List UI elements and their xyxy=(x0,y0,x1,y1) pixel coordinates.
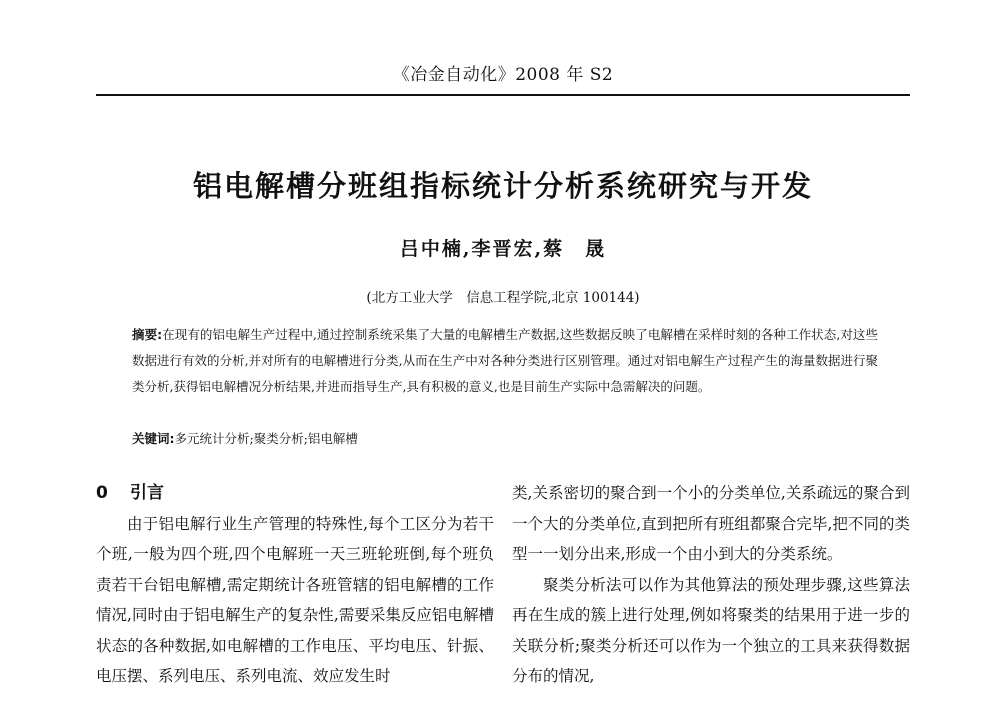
header-rule xyxy=(96,94,910,96)
paper-authors: 吕中楠,李晋宏,蔡 晟 xyxy=(399,238,607,260)
right-column xyxy=(512,478,910,692)
section-title: 引言 xyxy=(130,483,164,503)
journal-header: 《冶金自动化》2008 年 S2 xyxy=(392,65,614,85)
abstract xyxy=(132,322,878,400)
keywords-label: 关键词: xyxy=(132,431,175,446)
intro-paragraph: 由于铝电解行业生产管理的特殊性,每个工区分为若干个班,一般为四个班,四个电解班一天三班轮班倒,每个班负责若干台铝电解槽,需定期统计各班管辖的铝电解槽的工作情况,同时由于铝电解生产的复杂性,需要采集反应铝电解槽状态的各种数据,如电解槽的工作电压、平均电压、针振、电压摆、系列电压、系列电流、效应发生时 xyxy=(96,514,494,685)
left-column xyxy=(96,478,494,692)
keywords xyxy=(132,426,878,452)
paper-title: 铝电解槽分班组指标统计分析系统研究与开发 xyxy=(192,169,813,203)
paper-affiliation: (北方工业大学 信息工程学院,北京 100144) xyxy=(366,290,640,306)
body-paragraph-continued: 类,关系密切的聚合到一个小的分类单位,关系疏远的聚合到一个大的分类单位,直到把所有班组都聚合完毕,把不同的类型一一划分出来,形成一个由小到大的分类系统。 xyxy=(512,484,910,563)
keywords-text: 多元统计分析;聚类分析;铝电解槽 xyxy=(174,431,358,446)
section-number: 0 xyxy=(96,483,108,503)
abstract-text: 在现有的铝电解生产过程中,通过控制系统采集了大量的电解槽生产数据,这些数据反映了电解槽在采样时刻的各种工作状态,对这些数据进行有效的分析,并对所有的电解槽进行分类,从而在生产中对各种分类进行区别管理。通过对铝电解生产过程产生的海量数据进行聚类分析,获得铝电解槽况分析结果,并进而指导生产,具有积极的意义,也是目前生产实际中急需解决的问题。 xyxy=(132,327,878,394)
body-paragraph: 聚类分析法可以作为其他算法的预处理步骤,这些算法再在生成的簇上进行处理,例如将聚类的结果用于进一步的关联分析;聚类分析还可以作为一个独立的工具来获得数据分布的情况, xyxy=(512,575,910,685)
abstract-label: 摘要: xyxy=(132,327,163,342)
section-heading xyxy=(96,478,494,509)
